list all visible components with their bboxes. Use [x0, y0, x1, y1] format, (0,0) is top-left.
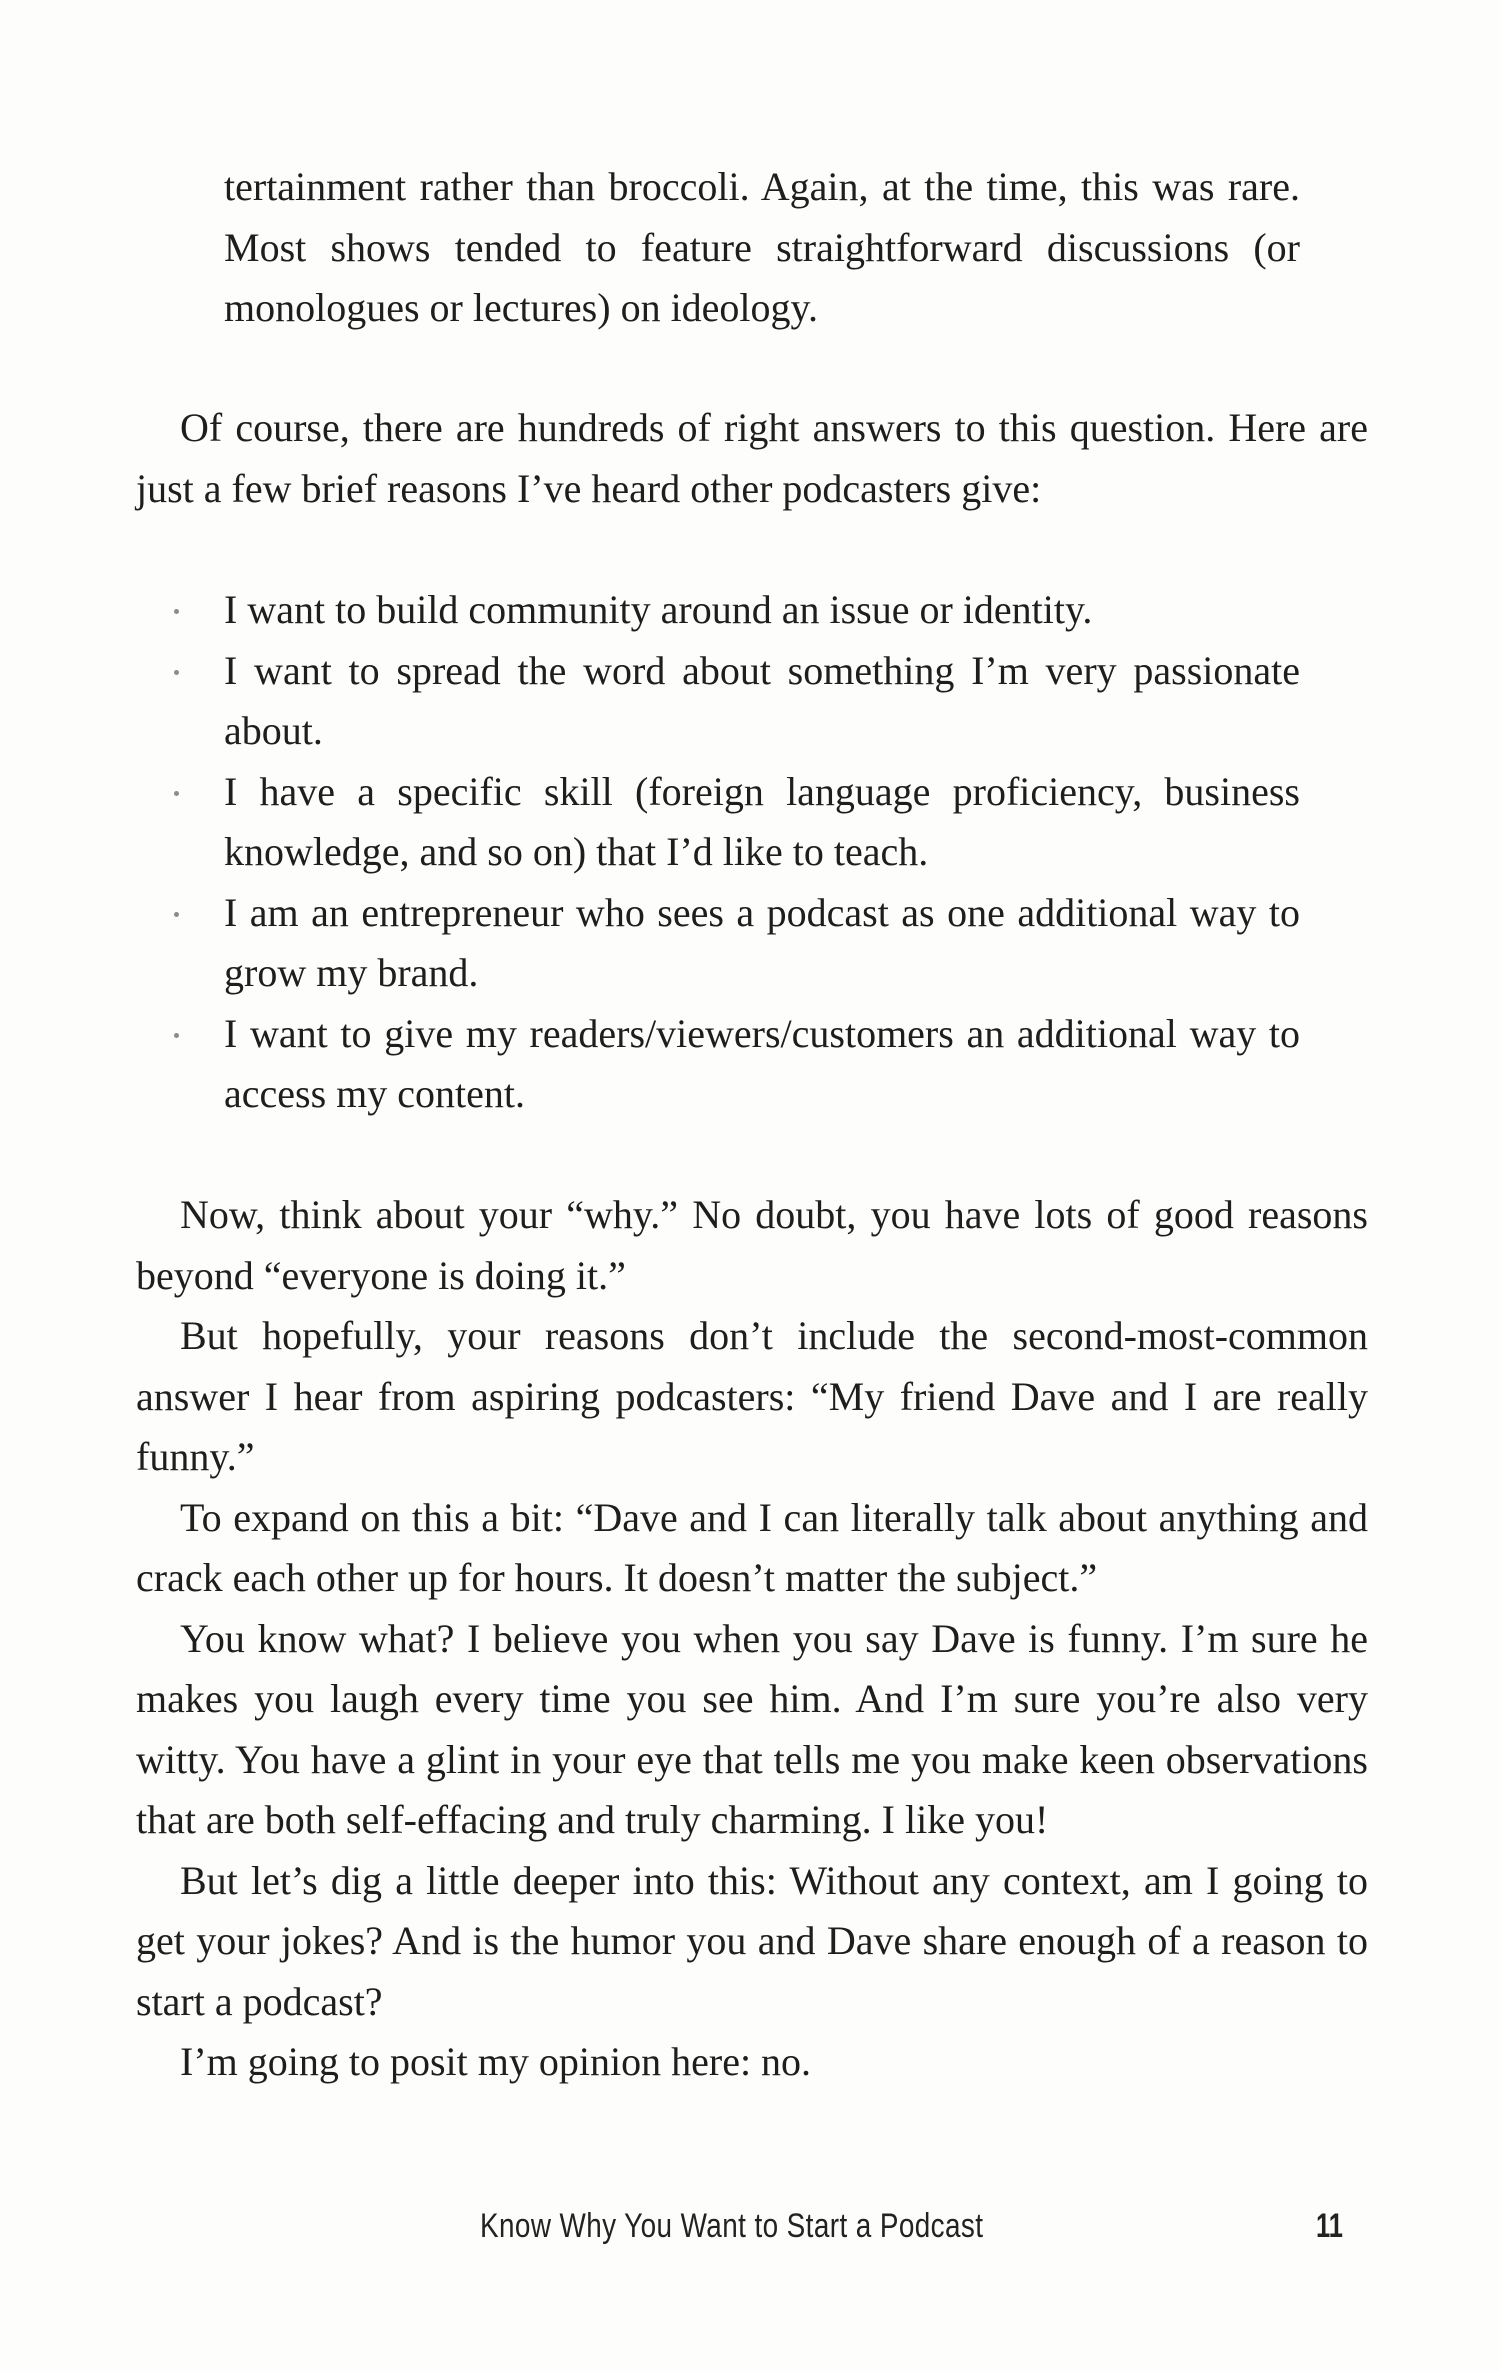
bullet-icon: [174, 670, 179, 675]
body-paragraph: Now, think about your “why.” No doubt, you have lots of good reasons beyond “everyone is doing it.”: [136, 1192, 1368, 1298]
list-item-text: I am an entrepreneur who sees a podcast as one additional way to grow my brand.: [224, 889, 1300, 995]
body-paragraph: But let’s dig a little deeper into this: Without any context, am I going to get your jokes? And is the humor you and Dave share enough of a reason to start a podcast?: [136, 1857, 1368, 2024]
body-paragraph: To expand on this a bit: “Dave and I can literally talk about anything and crack each other up for hours. It doesn’t matter the subject.”: [136, 1494, 1368, 1600]
list-item-text: I want to give my readers/viewers/customers an additional way to access my content.: [224, 1010, 1300, 1116]
intro-paragraph-block: [136, 398, 1368, 519]
bullet-icon: [174, 609, 179, 614]
page-footer: [0, 2196, 1500, 2256]
continuation-text: tertainment rather than broccoli. Again, at the time, this was rare. Most shows tended to feature straightforward discussions (or monologues or lectures) on ideology.: [224, 164, 1300, 330]
body-paragraph: You know what? I believe you when you say Dave is funny. I’m sure he makes you laugh every time you see him. And I’m sure you’re also very witty. You have a glint in your eye that tells me you make keen observations that are both self-effacing and truly charming. I like you!: [136, 1615, 1368, 1842]
bullet-icon: [174, 1033, 179, 1038]
list-item-text: I have a specific skill (foreign language proficiency, business knowledge, and so on) that I’d like to teach.: [224, 768, 1300, 874]
intro-paragraph: Of course, there are hundreds of right answers to this question. Here are just a few brief reasons I’ve heard other podcasters give:: [136, 405, 1368, 511]
running-head: Know Why You Want to Start a Podcast: [480, 2207, 984, 2245]
list-item: [176, 1004, 1300, 1125]
list-item: [176, 641, 1300, 762]
list-item-text: I want to build community around an issue or identity.: [224, 587, 1093, 632]
page-number: 11: [1316, 2207, 1343, 2245]
body-paragraph: I’m going to posit my opinion here: no.: [180, 2039, 812, 2084]
list-item-text: I want to spread the word about something I’m very passionate about.: [224, 647, 1300, 753]
list-item: [176, 580, 1300, 641]
bullet-icon: [174, 791, 179, 796]
list-item: [176, 883, 1300, 1004]
body-paragraph: But hopefully, your reasons don’t include the second-most-common answer I hear from aspiring podcasters: “My friend Dave and I are really funny.”: [136, 1313, 1368, 1479]
continuation-paragraph: [224, 157, 1300, 339]
bullet-icon: [174, 912, 179, 917]
reasons-list: [176, 580, 1300, 1125]
main-text-block: [136, 1185, 1368, 2093]
list-item: [176, 762, 1300, 883]
